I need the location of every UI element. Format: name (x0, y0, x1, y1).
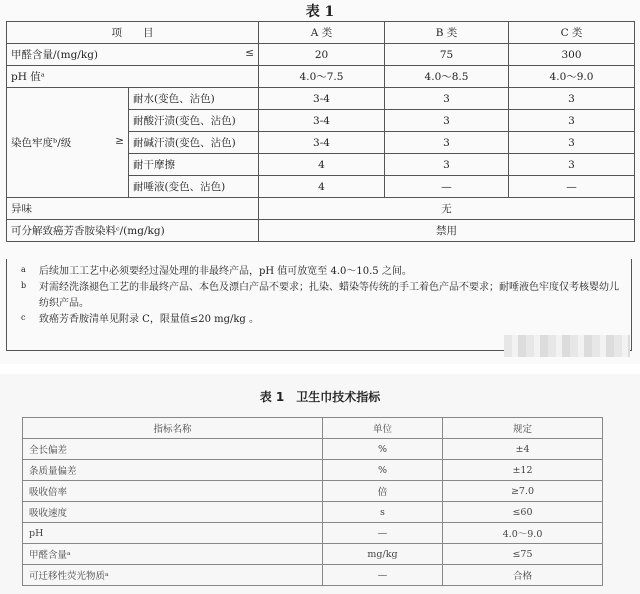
cell: 耐唾液(变色、沾色) (129, 176, 259, 198)
table-row (7, 66, 635, 88)
cell: 4.0～9.0 (443, 523, 603, 544)
table-row (23, 565, 603, 586)
ph-label: pH 值ᵃ (7, 66, 259, 88)
cell: 3-4 (259, 88, 385, 110)
cell: — (323, 523, 443, 544)
header-unit: 单位 (323, 418, 443, 439)
cell: 20 (259, 44, 385, 66)
cell: 倍 (323, 481, 443, 502)
cell: 3 (385, 132, 509, 154)
table-row (23, 439, 603, 460)
table-row (23, 544, 603, 565)
cell: ≥7.0 (443, 481, 603, 502)
cell: 3-4 (259, 132, 385, 154)
note-text: 后续加工工艺中必须要经过湿处理的非最终产品，pH 值可放宽至 4.0～10.5 之间。 (39, 266, 412, 277)
formaldehyde-label: 甲醛含量/(mg/kg) ≤ (7, 44, 259, 66)
note-text: 致癌芳香胺清单见附录 C，限量值≤20 mg/kg 。 (39, 314, 260, 325)
cell: 75 (385, 44, 509, 66)
note-b (21, 280, 621, 312)
table2-section (0, 374, 640, 594)
cell: 吸收速度 (23, 502, 323, 523)
cell: ≤60 (443, 502, 603, 523)
header-item: 项 目 (7, 22, 259, 44)
cell: 全长偏差 (23, 439, 323, 460)
cell: 可迁移性荧光物质ᵃ (23, 565, 323, 586)
cell: 合格 (443, 565, 603, 586)
cell: 耐碱汗渍(变色、沾色) (129, 132, 259, 154)
cell: 条质量偏差 (23, 460, 323, 481)
table-row (23, 523, 603, 544)
table1 (6, 21, 635, 242)
le-symbol: ≤ (245, 47, 254, 59)
cell: — (385, 176, 509, 198)
note-text: 对需经洗涤褪色工艺的非最终产品、本色及漂白产品不要求；扎染、蜡染等传统的手工着色产品不要求；耐唾液色牢度仅考核婴幼儿纺织产品。 (39, 282, 619, 309)
header-spec: 规定 (443, 418, 603, 439)
table2 (22, 417, 603, 586)
cell: 吸收倍率 (23, 481, 323, 502)
cell: 甲醛含量ᵃ (23, 544, 323, 565)
table-row (7, 44, 635, 66)
table-row (23, 502, 603, 523)
note-a (21, 264, 621, 280)
blurred-watermark (504, 335, 630, 357)
note-mark: a (21, 265, 26, 274)
table-row (7, 220, 635, 242)
note-mark: c (21, 313, 26, 322)
cell: 4.0～7.5 (259, 66, 385, 88)
cell: pH (23, 523, 323, 544)
cell: % (323, 439, 443, 460)
cell: s (323, 502, 443, 523)
table-row (7, 198, 635, 220)
cell: — (509, 176, 635, 198)
cell: ±4 (443, 439, 603, 460)
odor-value: 无 (259, 198, 635, 220)
table-row (7, 88, 635, 110)
cell: 3 (385, 110, 509, 132)
cell: 3 (385, 88, 509, 110)
header-b: B 类 (385, 22, 509, 44)
cell: 耐干摩擦 (129, 154, 259, 176)
cell: ±12 (443, 460, 603, 481)
cell: mg/kg (323, 544, 443, 565)
azo-value: 禁用 (259, 220, 635, 242)
cell: 4.0～8.5 (385, 66, 509, 88)
cell: 4 (259, 154, 385, 176)
header-c: C 类 (509, 22, 635, 44)
cell: 3 (509, 132, 635, 154)
cell: 耐酸汗渍(变色、沾色) (129, 110, 259, 132)
cell: ≤75 (443, 544, 603, 565)
ge-symbol: ≥ (115, 135, 124, 147)
cell: 3-4 (259, 110, 385, 132)
separator (0, 364, 640, 374)
cell: 4.0～9.0 (509, 66, 635, 88)
header-name: 指标名称 (23, 418, 323, 439)
cell: 300 (509, 44, 635, 66)
note-c (21, 312, 621, 328)
cell: 3 (509, 88, 635, 110)
cell: — (323, 565, 443, 586)
cell: % (323, 460, 443, 481)
header-a: A 类 (259, 22, 385, 44)
cell: 3 (509, 154, 635, 176)
table-row (23, 460, 603, 481)
note-mark: b (21, 281, 27, 290)
cell: 耐水(变色、沾色) (129, 88, 259, 110)
table1-header-row (7, 22, 635, 44)
cell: 3 (385, 154, 509, 176)
azo-label: 可分解致癌芳香胺染料ᶜ/(mg/kg) (7, 220, 259, 242)
cell: 3 (509, 110, 635, 132)
table-row (23, 481, 603, 502)
cell: 4 (259, 176, 385, 198)
odor-label: 异味 (7, 198, 259, 220)
table1-title: 表 1 (305, 4, 335, 20)
colorfastness-label: 染色牢度ᵇ/级 ≥ (7, 88, 129, 198)
table2-title: 表 1 卫生巾技术指标 (259, 390, 381, 404)
table2-header-row (23, 418, 603, 439)
